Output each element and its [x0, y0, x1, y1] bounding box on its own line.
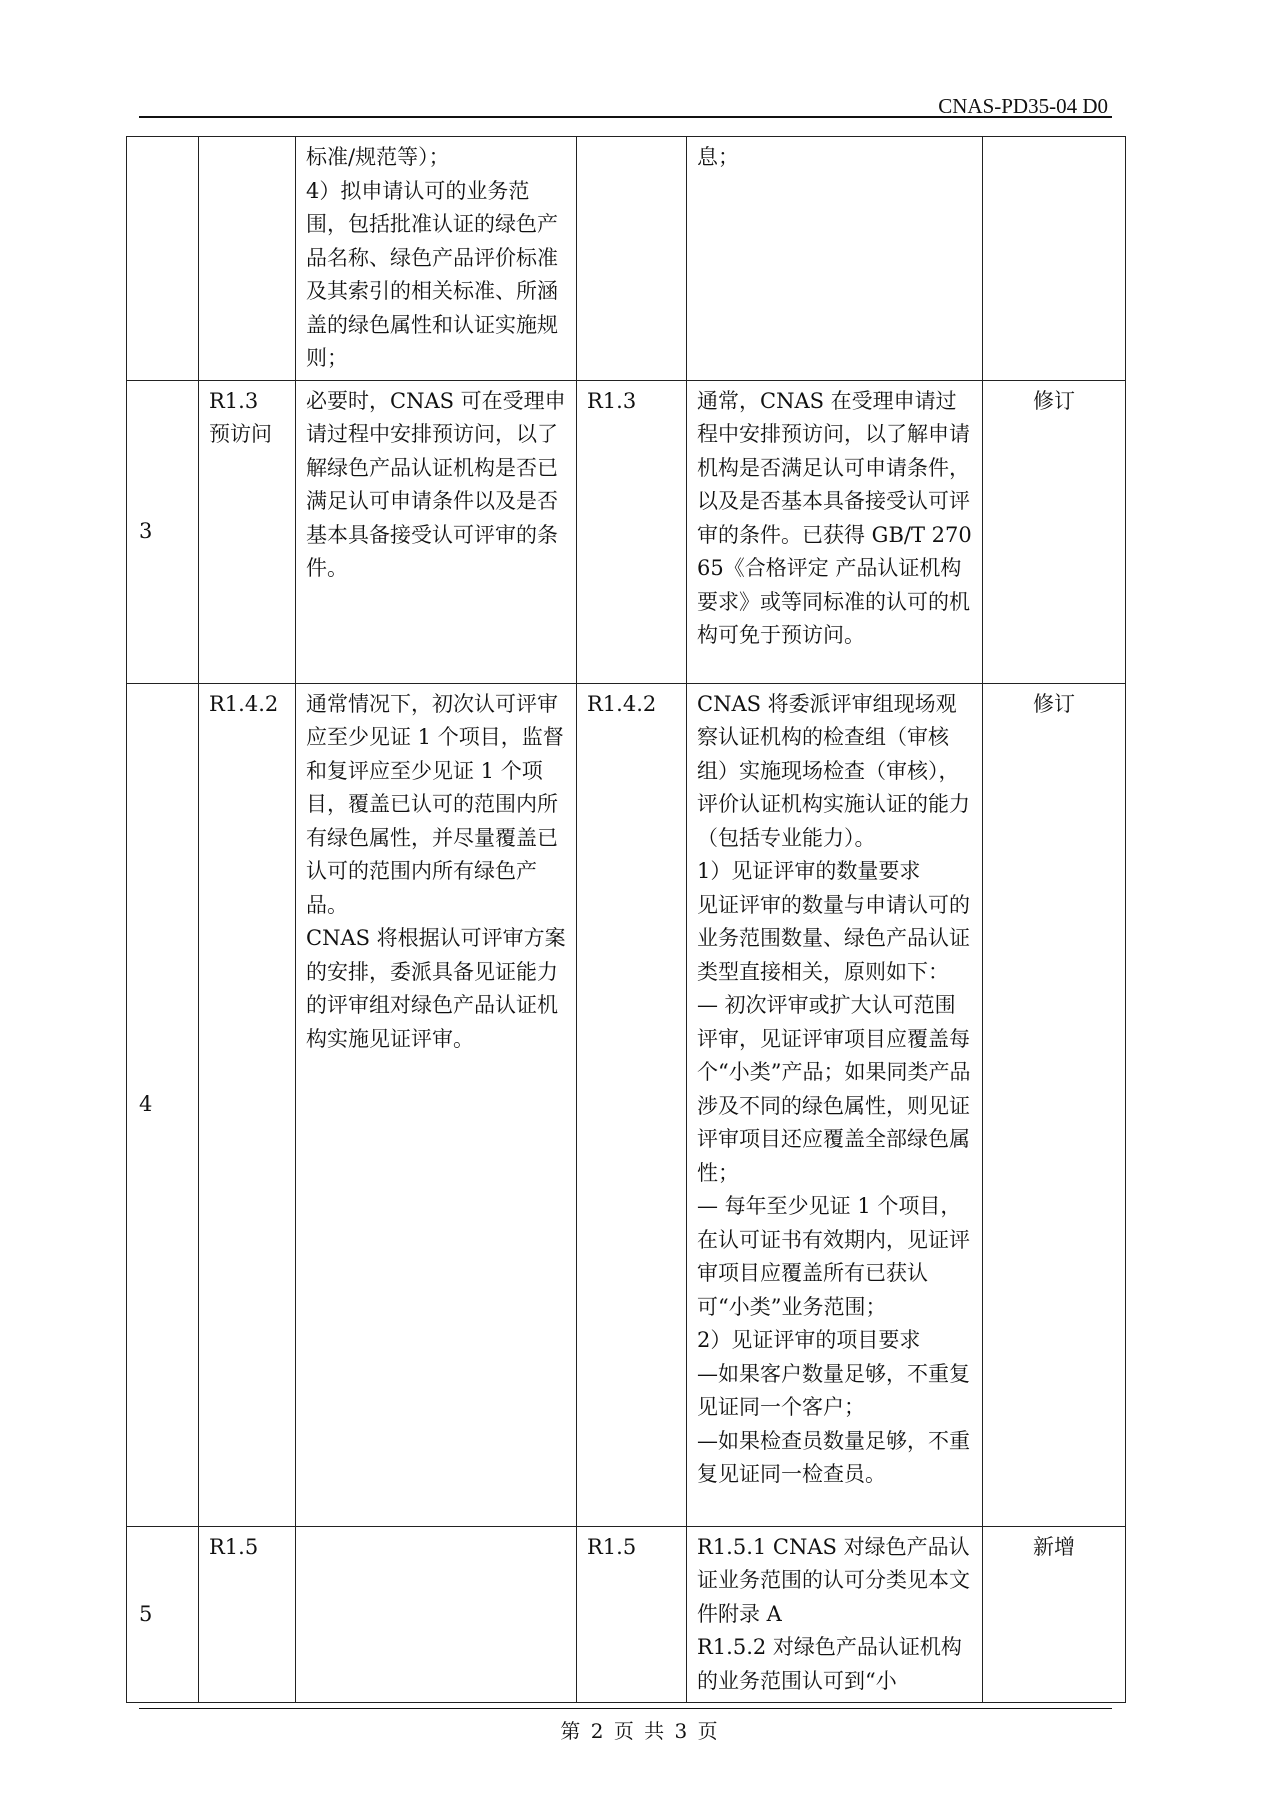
row-number: 5	[127, 1526, 199, 1703]
change-type	[983, 137, 1126, 381]
change-type: 修订	[983, 380, 1126, 683]
old-clause	[199, 137, 296, 381]
old-text: 通常情况下，初次认可评审应至少见证 1 个项目，监督和复评应至少见证 1 个项目，覆盖已认可的范围内所有绿色属性，并尽量覆盖已认可的范围内所有绿色产品。 CNAS 将根据认可评审方案的安排，委派具备见证能力的评审组对绿色产品认证机构实施见证评审。	[296, 683, 577, 1526]
new-text: 通常，CNAS 在受理申请过程中安排预访问，以了解申请机构是否满足认可申请条件，以及是否基本具备接受认可评审的条件。已获得 GB/T 27065《合格评定 产品认证机构要求》或等同标准的认可的机构可免于预访问。	[687, 380, 983, 683]
new-clause: R1.4.2	[577, 683, 687, 1526]
new-clause: R1.3	[577, 380, 687, 683]
row-number: 4	[127, 683, 199, 1526]
change-type: 新增	[983, 1526, 1126, 1703]
table-row	[127, 683, 1126, 1526]
old-text: 必要时，CNAS 可在受理申请过程中安排预访问，以了解绿色产品认证机构是否已满足认可申请条件以及是否基本具备接受认可评审的条件。	[296, 380, 577, 683]
table-row	[127, 380, 1126, 683]
document-code: CNAS-PD35-04 D0	[938, 94, 1108, 118]
new-text: R1.5.1 CNAS 对绿色产品认证业务范围的认可分类见本文件附录 A R1.5.2 对绿色产品认证机构的业务范围认可到“小	[687, 1526, 983, 1703]
table-row	[127, 137, 1126, 381]
new-text: CNAS 将委派评审组现场观察认证机构的检查组（审核组）实施现场检查（审核），评价认证机构实施认证的能力（包括专业能力）。 1）见证评审的数量要求 见证评审的数量与申请认可的业务范围数量、绿色产品认证类型直接相关，原则如下： — 初次评审或扩大认可范围评审，见证评审项目应覆盖每个“小类”产品；如果同类产品涉及不同的绿色属性，则见证评审项目还应覆盖全部绿色属性； — 每年至少见证 1 个项目，在认可证书有效期内，见证评审项目应覆盖所有已获认可“小类”业务范围； 2）见证评审的项目要求 —如果客户数量足够，不重复见证同一个客户； —如果检查员数量足够，不重复见证同一检查员。	[687, 683, 983, 1526]
change-type: 修订	[983, 683, 1126, 1526]
header-divider	[139, 116, 1112, 118]
new-clause: R1.5	[577, 1526, 687, 1703]
footer-divider	[139, 1708, 1112, 1709]
new-clause	[577, 137, 687, 381]
page-number: 第 2 页 共 3 页	[560, 1719, 720, 1743]
old-clause: R1.4.2	[199, 683, 296, 1526]
old-text: 标准/规范等）； 4）拟申请认可的业务范围，包括批准认证的绿色产品名称、绿色产品评价标准及其索引的相关标准、所涵盖的绿色属性和认证实施规则；	[296, 137, 577, 381]
new-text: 息；	[687, 137, 983, 381]
table-row	[127, 1526, 1126, 1703]
old-text	[296, 1526, 577, 1703]
row-number: 3	[127, 380, 199, 683]
comparison-table	[126, 136, 1126, 1703]
old-clause: R1.5	[199, 1526, 296, 1703]
old-clause: R1.3 预访问	[199, 380, 296, 683]
row-number	[127, 137, 199, 381]
